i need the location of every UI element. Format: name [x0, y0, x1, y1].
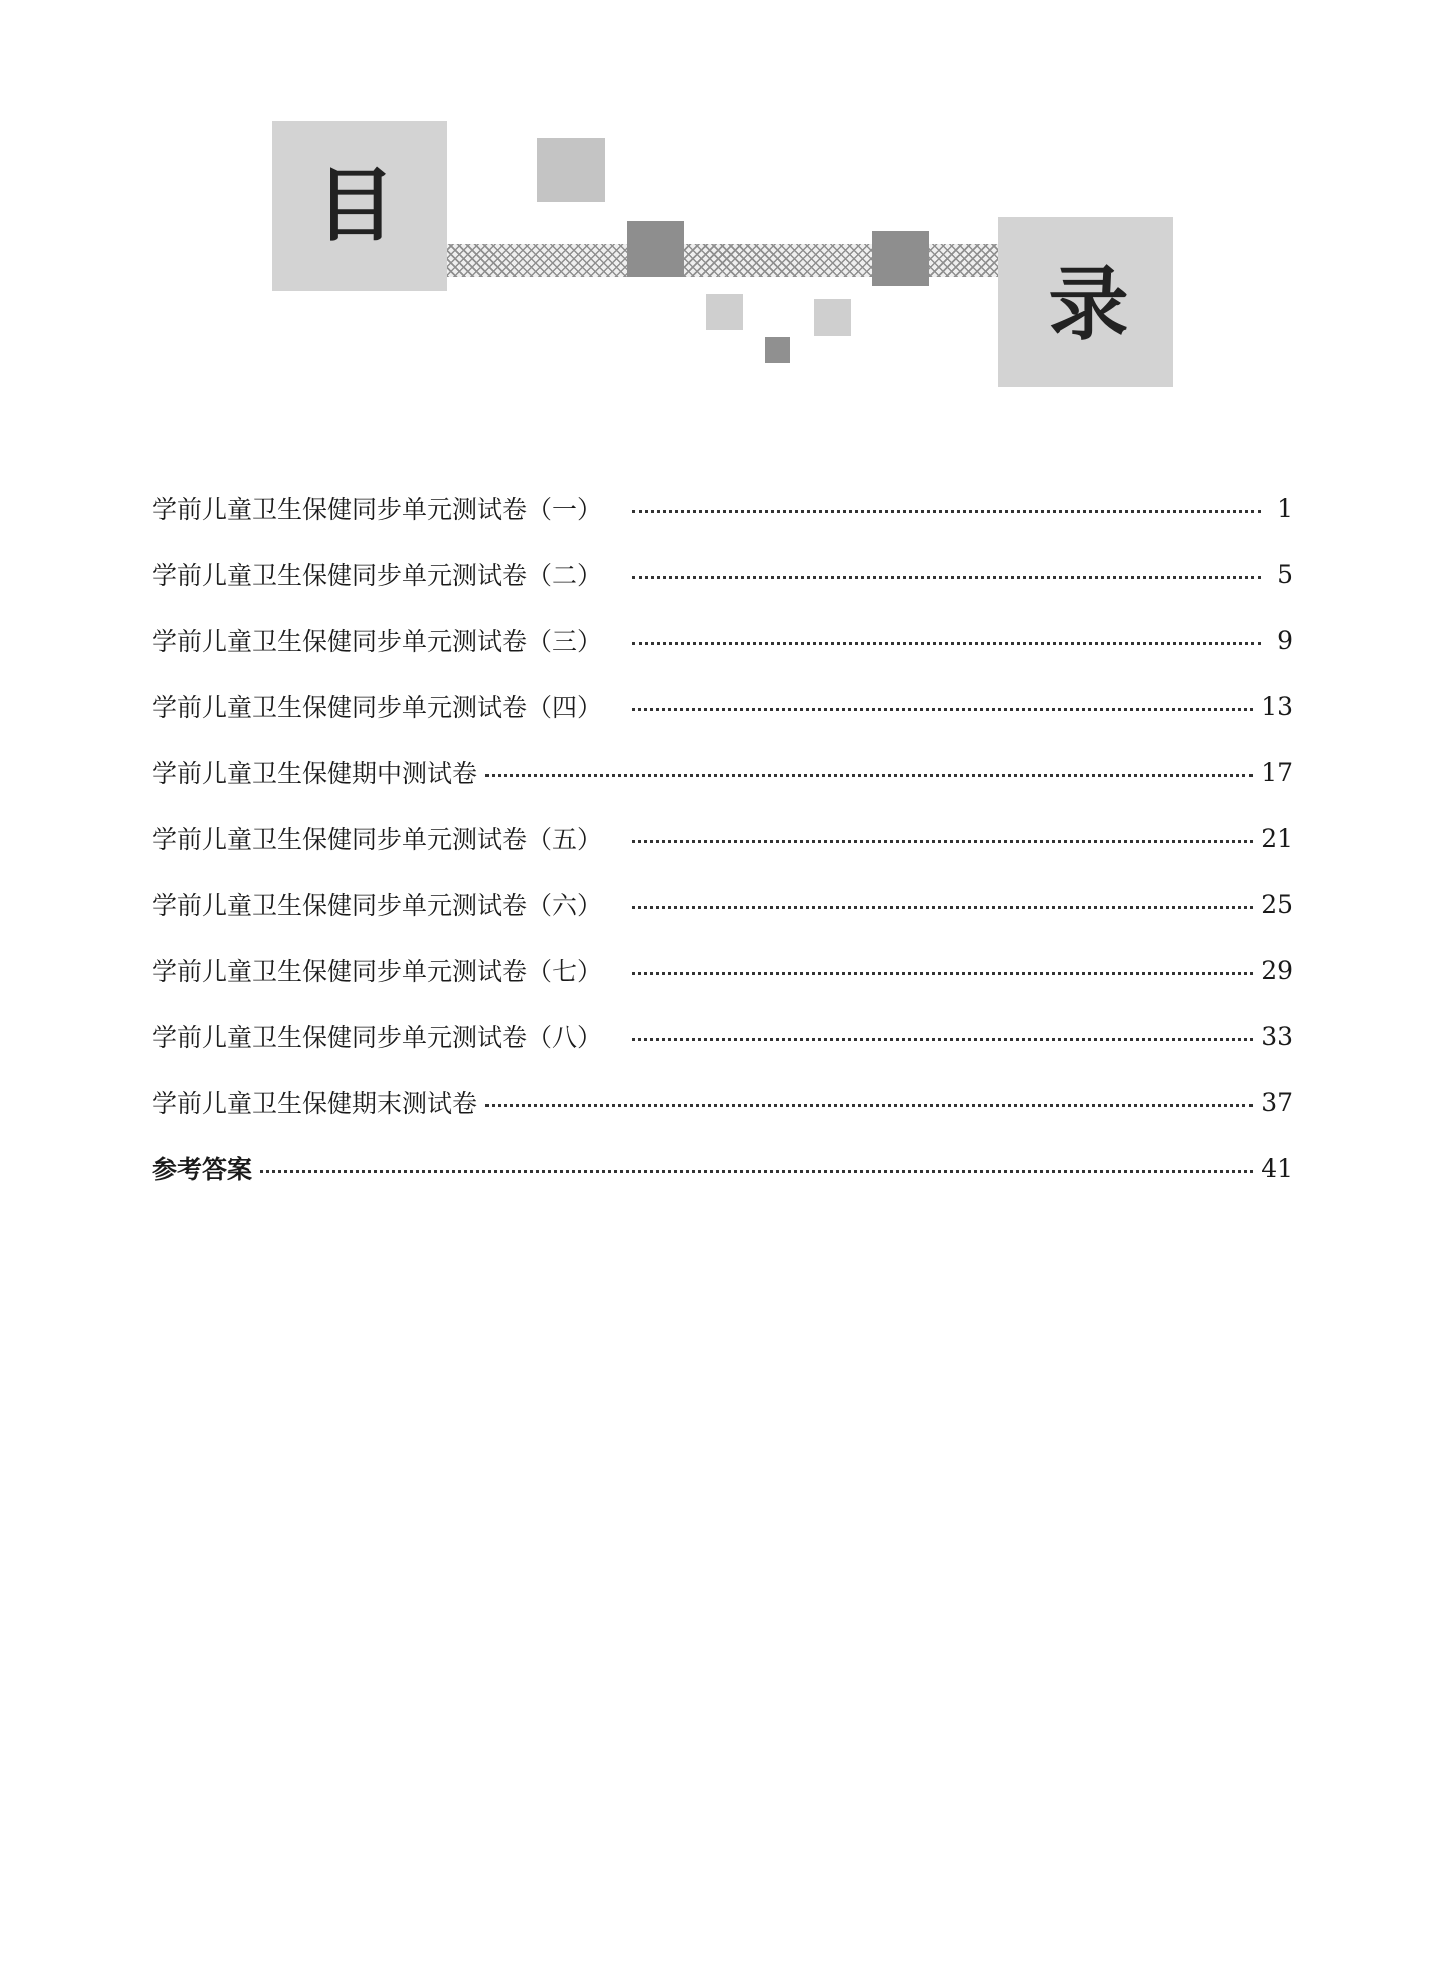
dot-leader — [260, 1170, 1253, 1173]
toc-entry[interactable] — [152, 805, 1293, 871]
decorative-square — [814, 299, 851, 336]
toc-entry-title: 学前儿童卫生保健同步单元测试卷（七） — [152, 957, 603, 986]
title-char-lu: 录 — [1048, 258, 1129, 351]
toc-entry[interactable] — [152, 1135, 1293, 1201]
toc-entry-title: 学前儿童卫生保健同步单元测试卷（五） — [152, 825, 603, 854]
dot-leader — [485, 774, 1253, 777]
toc-entry[interactable] — [152, 871, 1293, 937]
dot-leader — [632, 840, 1253, 843]
toc-entry-page: 29 — [1261, 955, 1293, 985]
dot-leader — [632, 642, 1261, 645]
toc-entry-page: 13 — [1261, 691, 1293, 721]
toc-entry[interactable] — [152, 1003, 1293, 1069]
toc-entry-page: 37 — [1261, 1087, 1293, 1117]
toc-entry-page: 33 — [1261, 1021, 1293, 1051]
dot-leader — [632, 972, 1253, 975]
toc-entry-title: 学前儿童卫生保健期末测试卷 — [152, 1089, 478, 1118]
toc-entry-title: 学前儿童卫生保健同步单元测试卷（二） — [152, 561, 603, 590]
table-of-contents — [152, 475, 1293, 1201]
dot-leader — [632, 1038, 1253, 1041]
toc-entry-page: 1 — [1277, 493, 1293, 523]
toc-entry-page: 25 — [1261, 889, 1293, 919]
toc-entry[interactable] — [152, 475, 1293, 541]
toc-entry[interactable] — [152, 541, 1293, 607]
toc-entry-title: 参考答案 — [152, 1155, 253, 1184]
toc-entry-page: 41 — [1261, 1153, 1293, 1183]
dot-leader — [632, 906, 1253, 909]
toc-entry-page: 21 — [1261, 823, 1293, 853]
decorative-square — [706, 294, 743, 330]
decorative-square — [627, 221, 684, 277]
toc-entry-title: 学前儿童卫生保健同步单元测试卷（一） — [152, 495, 603, 524]
dot-leader — [632, 708, 1253, 711]
title-box-left — [272, 121, 447, 291]
toc-entry[interactable] — [152, 673, 1293, 739]
toc-header-decoration — [0, 0, 1434, 400]
toc-entry[interactable] — [152, 1069, 1293, 1135]
decorative-square — [765, 337, 790, 363]
toc-entry-page: 9 — [1277, 625, 1293, 655]
toc-entry-title: 学前儿童卫生保健同步单元测试卷（六） — [152, 891, 603, 920]
title-box-right — [998, 217, 1173, 387]
dot-leader — [632, 510, 1261, 513]
toc-entry-title: 学前儿童卫生保健同步单元测试卷（四） — [152, 693, 603, 722]
dot-leader — [485, 1104, 1253, 1107]
decorative-square — [872, 231, 929, 286]
toc-entry-title: 学前儿童卫生保健同步单元测试卷（八） — [152, 1023, 603, 1052]
toc-entry-page: 5 — [1277, 559, 1293, 589]
toc-entry-page: 17 — [1261, 757, 1293, 787]
toc-entry[interactable] — [152, 739, 1293, 805]
toc-entry-title: 学前儿童卫生保健期中测试卷 — [152, 759, 478, 788]
toc-entry[interactable] — [152, 937, 1293, 1003]
toc-entry-title: 学前儿童卫生保健同步单元测试卷（三） — [152, 627, 603, 656]
dot-leader — [632, 576, 1261, 579]
title-char-mu: 目 — [315, 159, 396, 252]
toc-entry[interactable] — [152, 607, 1293, 673]
decorative-square — [537, 138, 605, 202]
